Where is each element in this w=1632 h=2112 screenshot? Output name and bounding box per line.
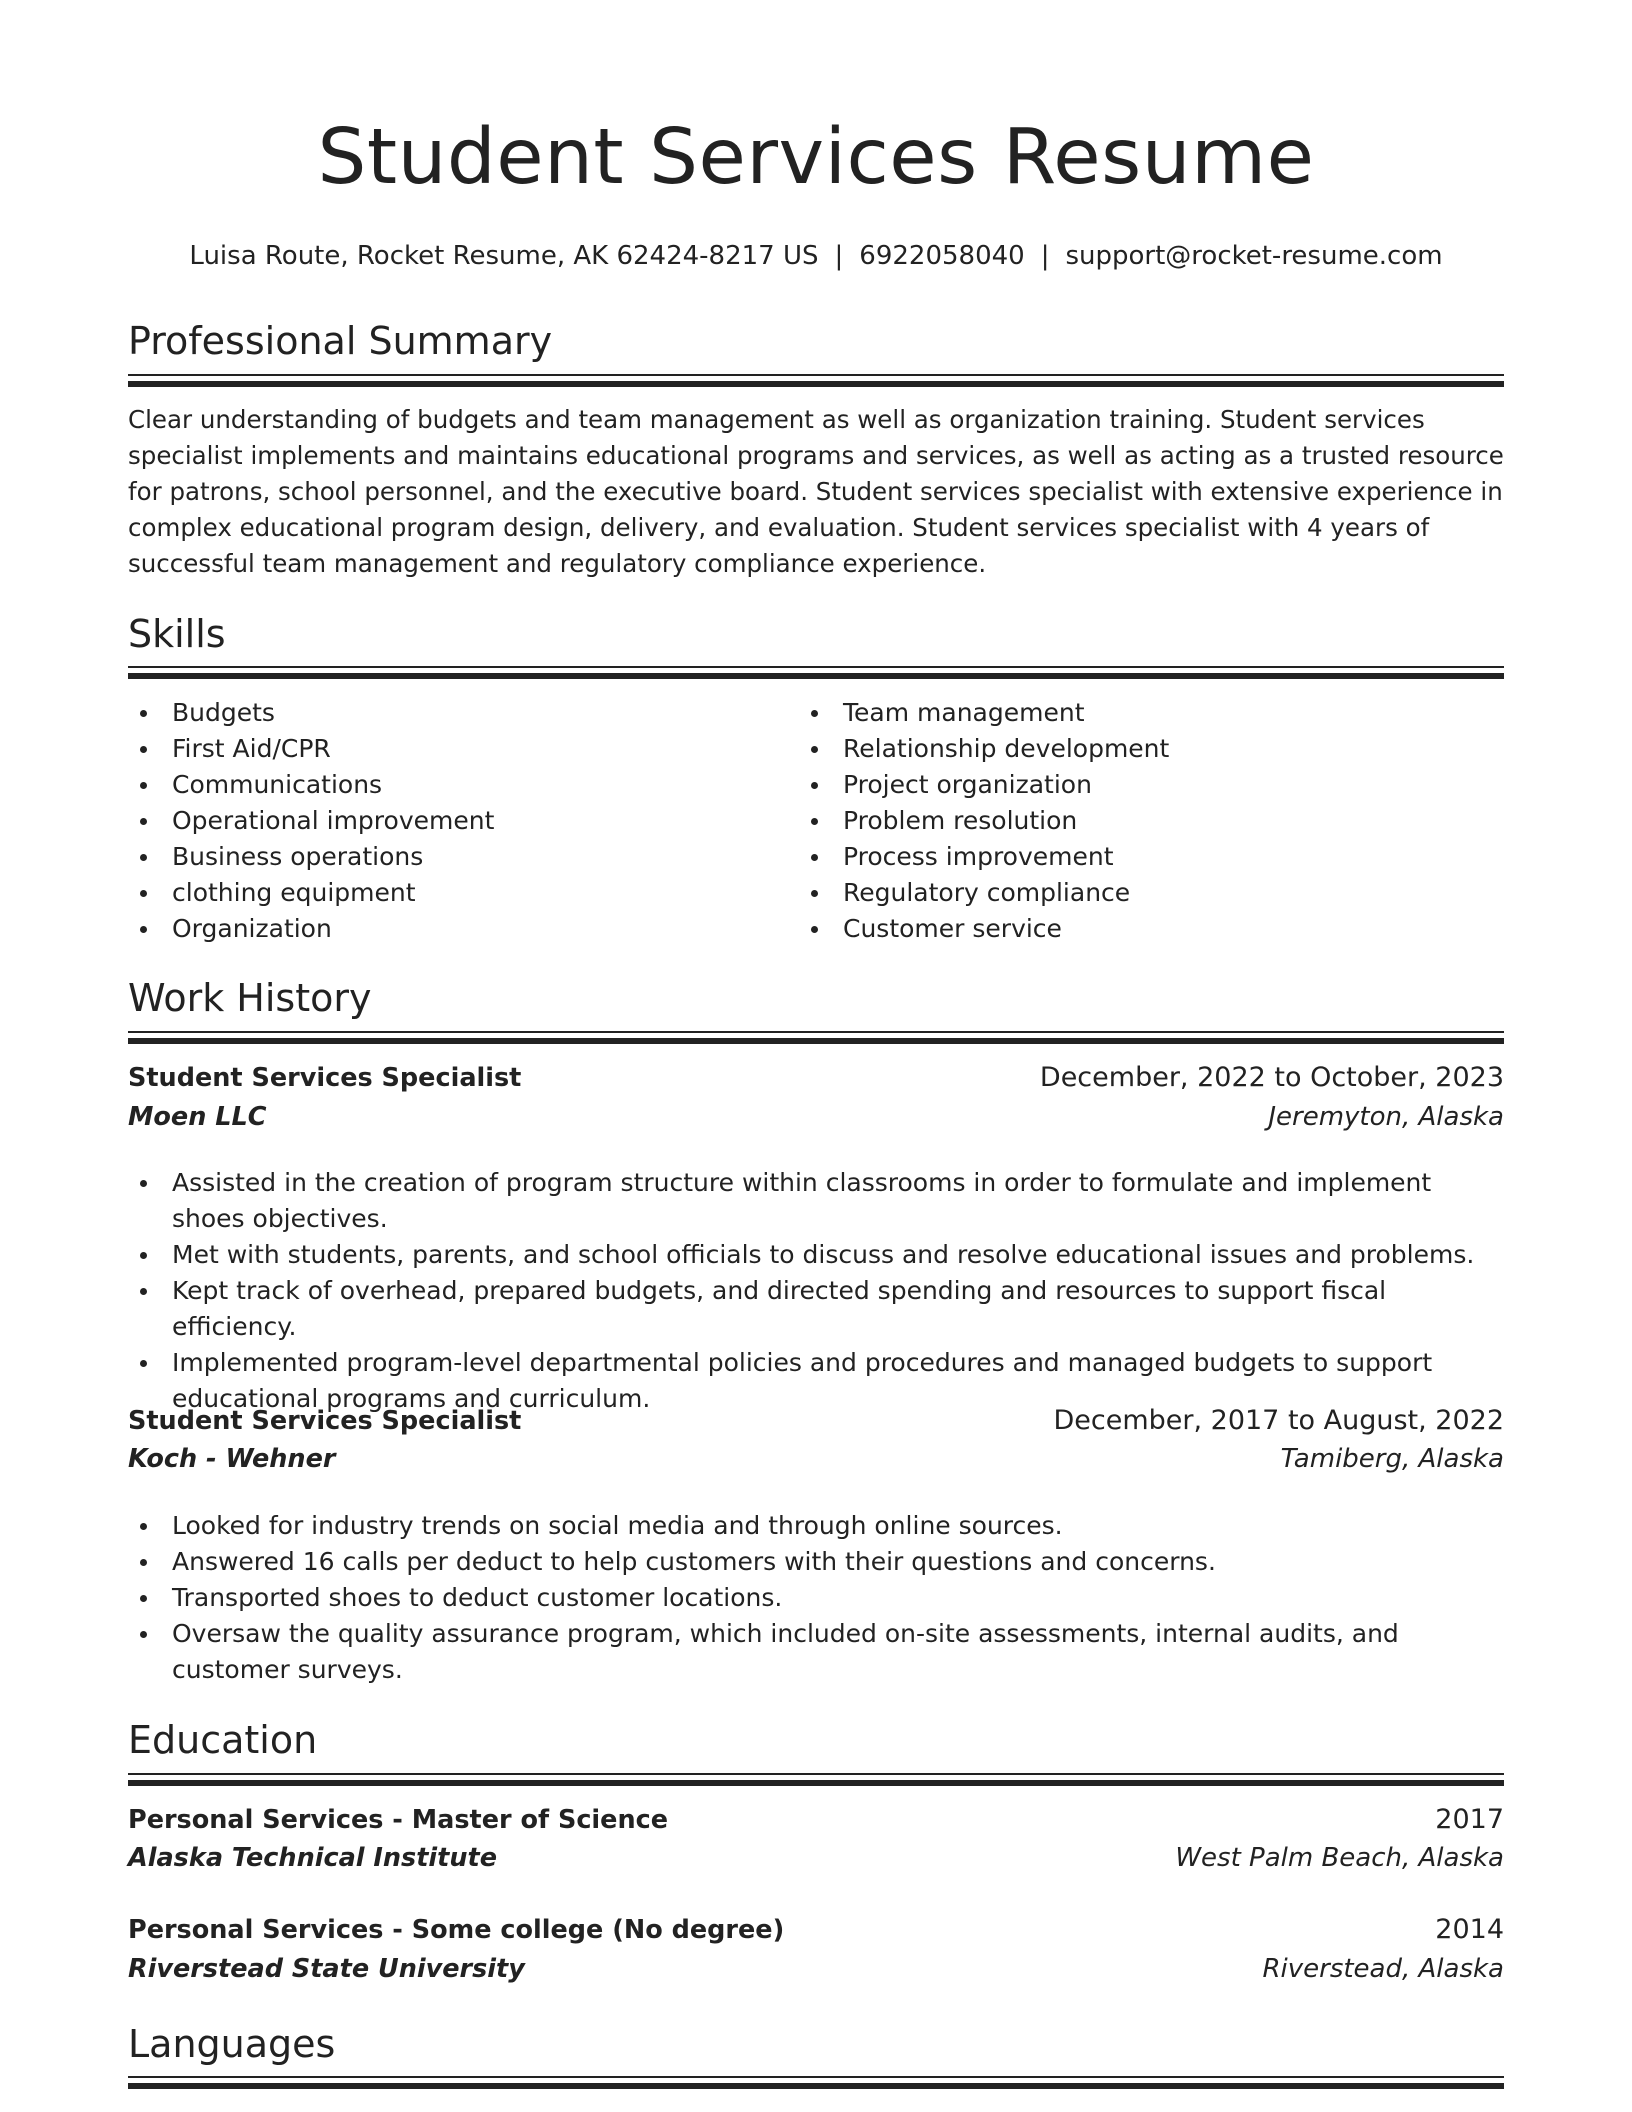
skills-column-right <box>799 695 1459 947</box>
skill-item: Communications <box>128 767 788 803</box>
duty-item: Transported shoes to deduct customer locations. <box>128 1580 1504 1616</box>
job-header <box>128 1402 1504 1440</box>
skill-item: Operational improvement <box>128 803 788 839</box>
skills-column-left <box>128 695 788 947</box>
section-divider <box>128 2076 1504 2089</box>
contact-phone: 6922058040 <box>859 241 1025 271</box>
education-subheader <box>128 1950 1504 1988</box>
education-header <box>128 1911 1504 1949</box>
education-location: West Palm Beach, Alaska <box>1175 1843 1504 1873</box>
duty-item: Oversaw the quality assurance program, which included on-site assessments, internal audits, and customer surveys. <box>128 1616 1504 1688</box>
education-degree: Personal Services - Master of Science <box>128 1805 669 1835</box>
education-year: 2014 <box>1435 1914 1504 1945</box>
job-subheader <box>128 1098 1504 1136</box>
skill-item: Organization <box>128 911 788 947</box>
duty-item: Looked for industry trends on social media and through online sources. <box>128 1508 1504 1544</box>
skill-item: Budgets <box>128 695 788 731</box>
education-header <box>128 1801 1504 1839</box>
duty-item: Assisted in the creation of program structure within classrooms in order to formulate and implement shoes objectives. <box>128 1165 1504 1237</box>
summary-text: Clear understanding of budgets and team management as well as organization training. Student services specialist implements and maintains educational programs and services, as well as acting as a trusted resource for patrons, school personnel, and the executive board. Student services specialist with extensive experience in complex educational program design, delivery, and evaluation. Student services specialist with 4 years of successful team management and regulatory compliance experience. <box>128 405 1504 578</box>
skill-item: clothing equipment <box>128 875 788 911</box>
job-company: Koch - Wehner <box>128 1444 336 1474</box>
section-title-skills: Skills <box>128 612 226 656</box>
job-dates: December, 2017 to August, 2022 <box>1053 1405 1504 1436</box>
skill-item: Team management <box>799 695 1459 731</box>
job-header <box>128 1059 1504 1097</box>
skill-item: Relationship development <box>799 731 1459 767</box>
skill-item: Regulatory compliance <box>799 875 1459 911</box>
job-duties <box>128 1165 1504 1417</box>
section-divider <box>128 374 1504 387</box>
job-title: Student Services Specialist <box>128 1406 522 1436</box>
job-location: Tamiberg, Alaska <box>1280 1444 1504 1474</box>
contact-line <box>0 238 1632 274</box>
education-school: Alaska Technical Institute <box>128 1843 497 1873</box>
section-divider <box>128 1773 1504 1786</box>
job-location: Jeremyton, Alaska <box>1268 1102 1504 1132</box>
education-year: 2017 <box>1435 1804 1504 1835</box>
duty-item: Met with students, parents, and school officials to discuss and resolve educational issues and problems. <box>128 1237 1504 1273</box>
duty-item: Answered 16 calls per deduct to help customers with their questions and concerns. <box>128 1544 1504 1580</box>
skill-item: Business operations <box>128 839 788 875</box>
duty-item: Implemented program-level departmental policies and procedures and managed budgets to support educational programs and curriculum. <box>128 1345 1504 1417</box>
education-degree: Personal Services - Some college (No degree) <box>128 1915 785 1945</box>
section-divider <box>128 666 1504 679</box>
contact-separator: | <box>1040 241 1050 271</box>
contact-address: Luisa Route, Rocket Resume, AK 62424-8217 US <box>189 241 819 271</box>
contact-separator: | <box>834 241 844 271</box>
job-dates: December, 2022 to October, 2023 <box>1039 1062 1504 1093</box>
section-title-education: Education <box>128 1718 318 1762</box>
section-title-languages: Languages <box>128 2022 336 2066</box>
job-subheader <box>128 1440 1504 1478</box>
section-divider <box>128 1031 1504 1044</box>
section-title-summary: Professional Summary <box>128 319 553 363</box>
job-duties <box>128 1508 1504 1688</box>
resume-title: Student Services Resume <box>317 113 1315 202</box>
contact-email: support@rocket-resume.com <box>1065 241 1443 271</box>
skill-item: First Aid/CPR <box>128 731 788 767</box>
job-company: Moen LLC <box>128 1102 267 1132</box>
section-title-work-history: Work History <box>128 976 372 1020</box>
skill-item: Customer service <box>799 911 1459 947</box>
education-subheader <box>128 1839 1504 1877</box>
skill-item: Problem resolution <box>799 803 1459 839</box>
duty-item: Kept track of overhead, prepared budgets, and directed spending and resources to support fiscal efficiency. <box>128 1273 1504 1345</box>
skill-item: Project organization <box>799 767 1459 803</box>
education-location: Riverstead, Alaska <box>1262 1954 1504 1984</box>
job-title: Student Services Specialist <box>128 1063 522 1093</box>
skill-item: Process improvement <box>799 839 1459 875</box>
education-school: Riverstead State University <box>128 1954 525 1984</box>
